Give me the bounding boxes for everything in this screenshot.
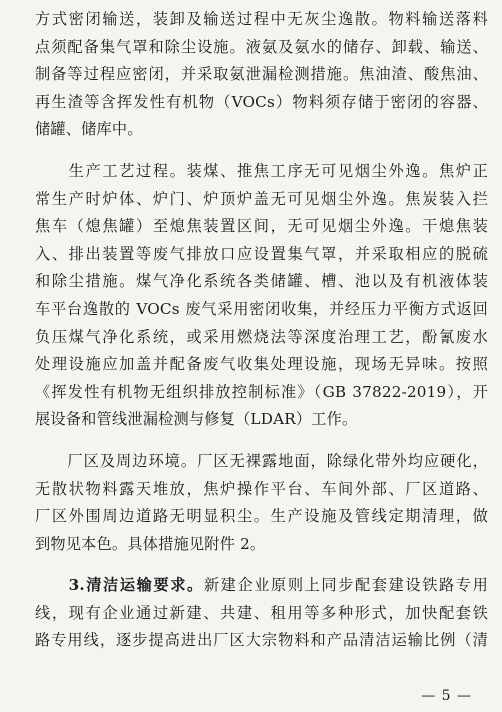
body-text <box>35 6 488 655</box>
text-line: 方式密闭输送，装卸及输送过程中无灰尘逸散。物料输送落料 <box>35 10 488 28</box>
text-line: 展设备和管线泄漏检测与修复（LDAR）工作。 <box>35 410 358 429</box>
text-line: 负压煤气净化系统，或采用燃烧法等深度治理工艺，酚氰废水 <box>35 327 488 346</box>
paragraph-production-process <box>35 158 488 434</box>
text-line: 点须配备集气罩和除尘设施。液氨及氨水的储存、卸载、输送、 <box>35 37 488 56</box>
text-line: 和除尘措施。煤气净化系统各类储罐、槽、池以及有机液体装 <box>35 272 488 291</box>
text-line: 到物见本色。具体措施见附件 2。 <box>35 534 266 553</box>
text-line: 生产工艺过程。装煤、推焦工序无可见烟尘外逸。焦炉正 <box>35 161 488 180</box>
text-line: 厂区及周边环境。厂区无裸露地面，除绿化带外均应硬化， <box>35 451 488 470</box>
text-line-with-heading <box>35 572 488 600</box>
section-heading: 3.清洁运输要求。 <box>35 576 204 595</box>
text-line: 再生渣等含挥发性有机物（VOCs）物料须存储于密闭的容器、 <box>35 92 488 111</box>
paragraph-clean-transport <box>35 572 488 655</box>
page-number: — 5 — <box>421 688 472 704</box>
text-line: 厂区外围周边道路无明显积尘。生产设施及管线定期清理，做 <box>35 507 488 526</box>
heading-line-rest: 新建企业原则上同步配套建设铁路专用 <box>203 576 488 595</box>
text-line: 制备等过程应密闭，并采取氨泄漏检测措施。焦油渣、酸焦油、 <box>35 65 488 84</box>
text-line: 常生产时炉体、炉门、炉顶炉盖无可见烟尘外逸。焦炭装入拦 <box>35 189 488 208</box>
text-line: 焦车（熄焦罐）至熄焦装置区间，无可见烟尘外逸。干熄焦装 <box>35 217 488 236</box>
text-line: 线，现有企业通过新建、共建、租用等多种形式，加快配套铁 <box>35 603 488 622</box>
text-line: 储罐、储库中。 <box>35 120 143 139</box>
paragraph-material-transport <box>35 6 488 144</box>
text-line: 无散状物料露天堆放，焦炉操作平台、车间外部、厂区道路、 <box>35 479 488 498</box>
paragraph-plant-environment <box>35 448 488 558</box>
text-line: 车平台逸散的 VOCs 废气采用密闭收集，并经压力平衡方式返回 <box>35 299 488 318</box>
text-line: 入、排出装置等废气排放口应设置集气罩，并采取相应的脱硫 <box>35 244 488 263</box>
text-line: 路专用线，逐步提高进出厂区大宗物料和产品清洁运输比例（清 <box>35 631 488 650</box>
text-line: 《挥发性有机物无组织排放控制标准》（GB 37822-2019），开 <box>35 382 488 401</box>
text-line: 处理设施应加盖并配备废气收集处理设施，现场无异味。按照 <box>35 355 488 374</box>
